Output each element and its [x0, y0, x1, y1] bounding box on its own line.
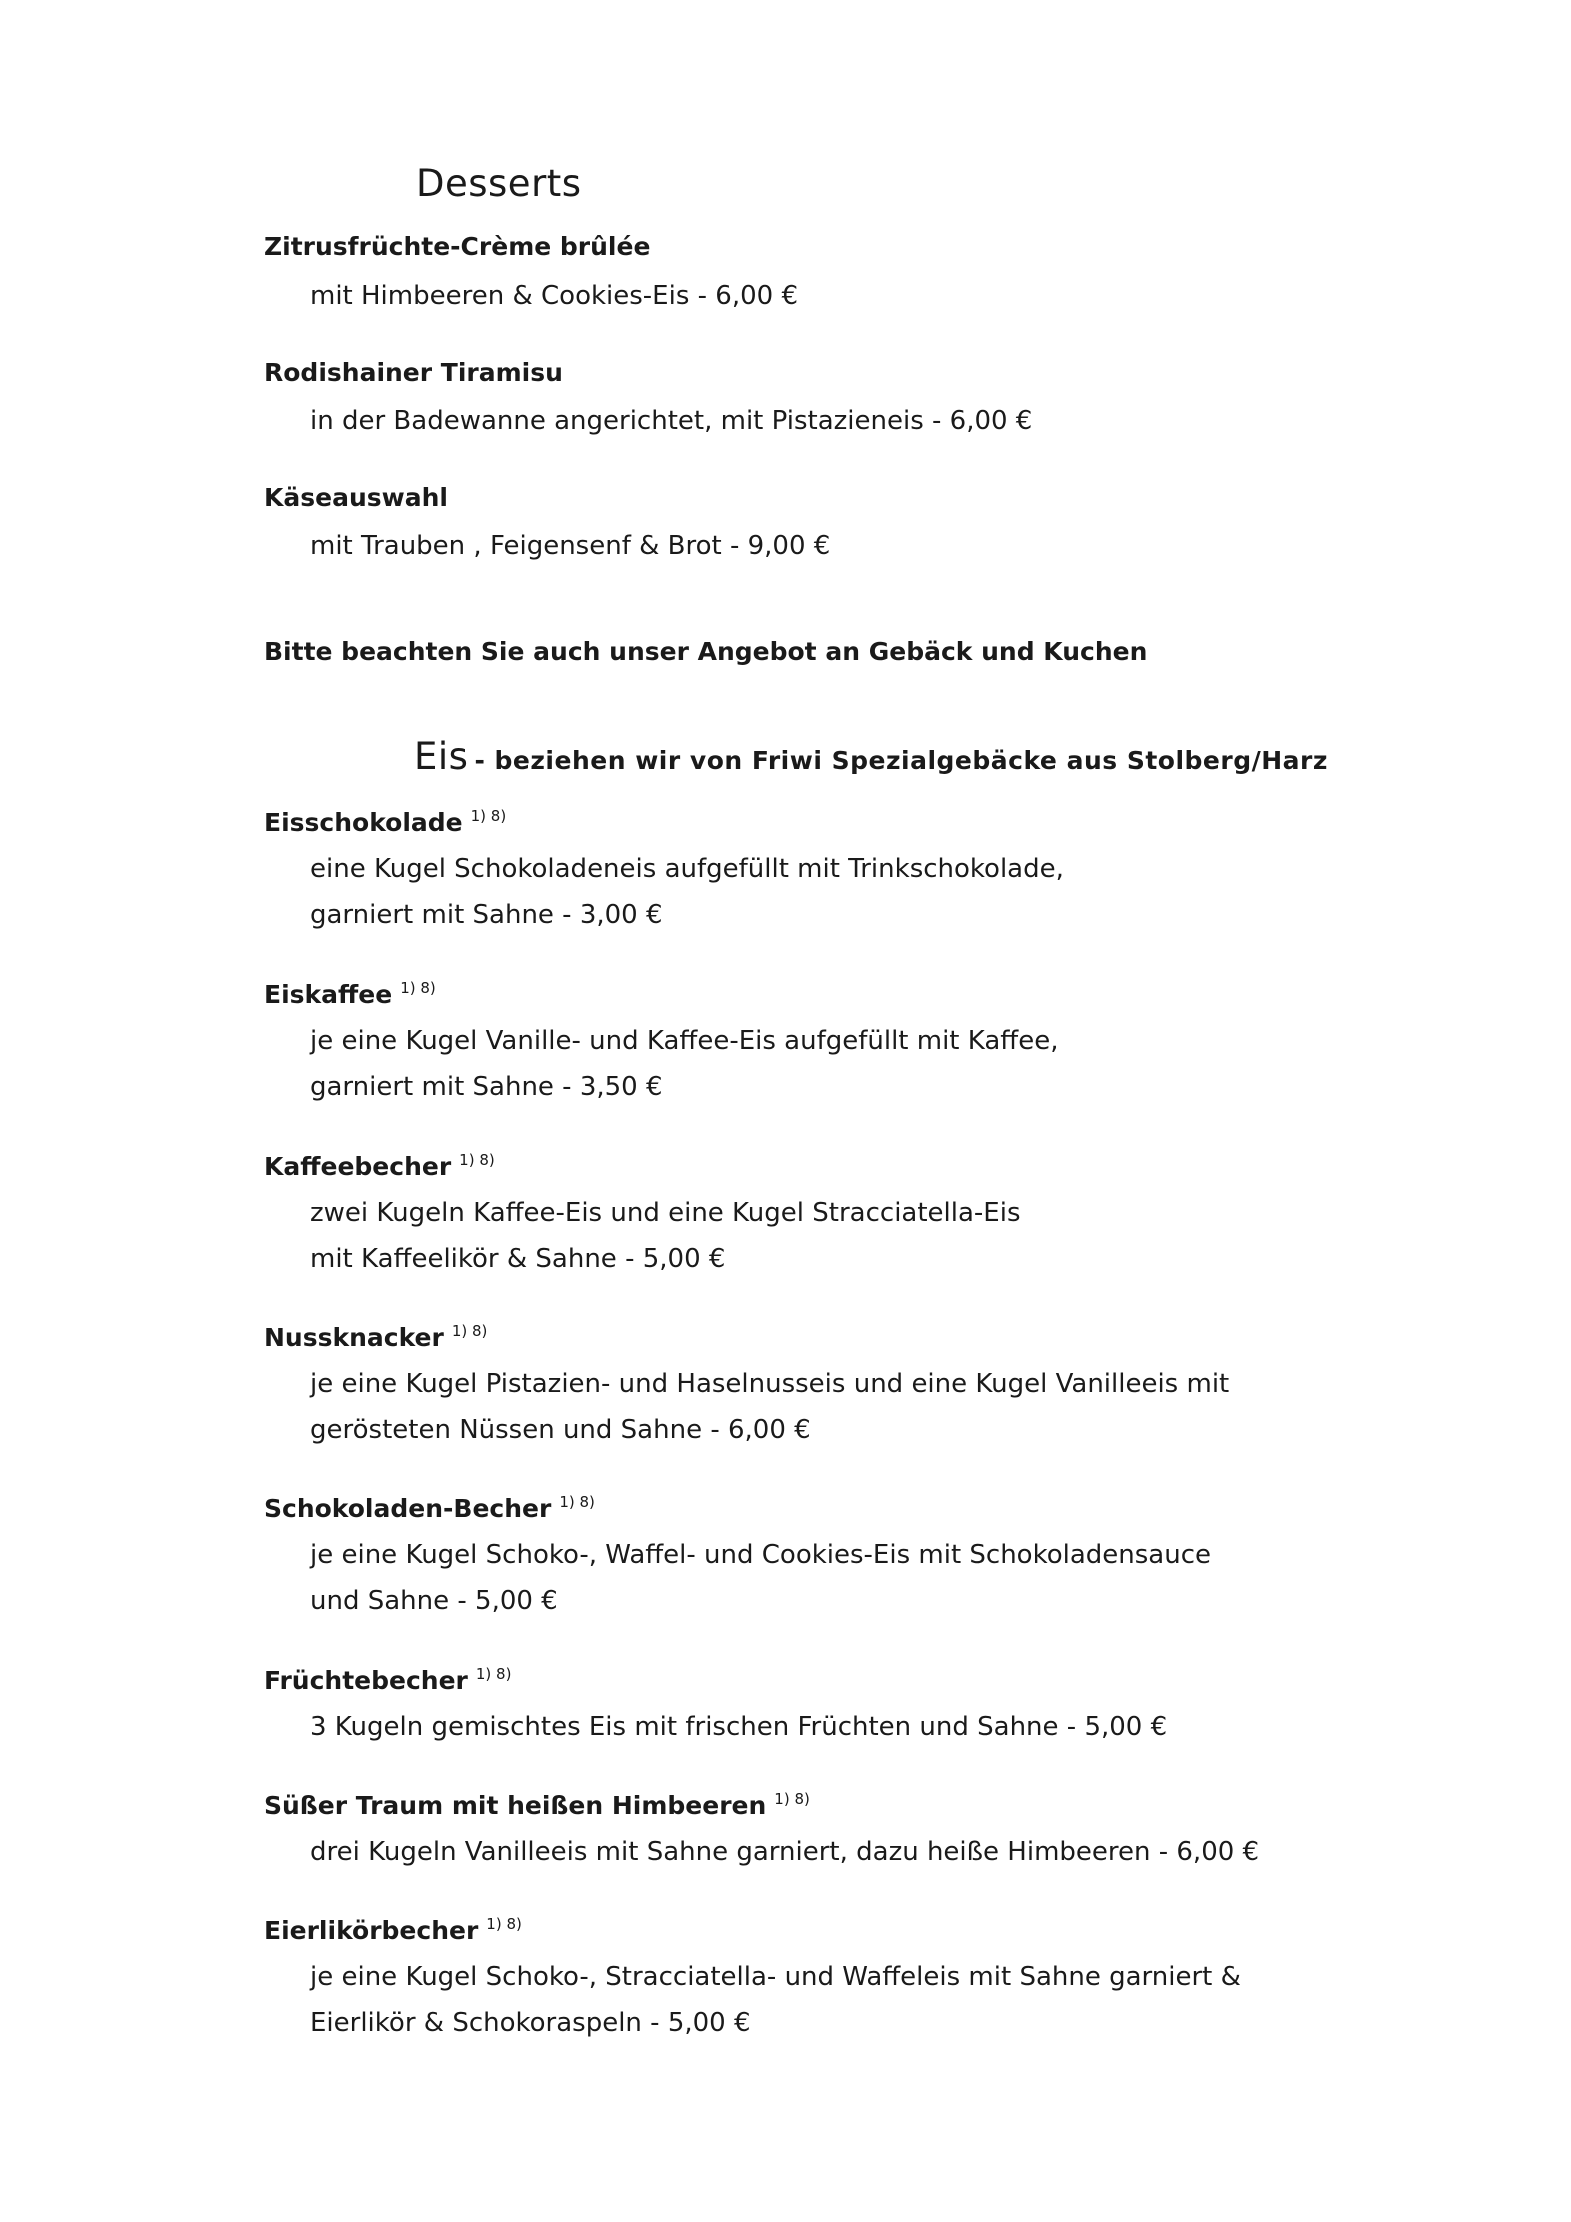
eis-item-desc-line: eine Kugel Schokoladeneis aufgefüllt mit Trinkschokolade,: [310, 854, 1064, 884]
dessert-item-desc: [310, 523, 830, 569]
eis-item-desc: [310, 846, 1064, 938]
allergen-footnote: 1) 8): [459, 1151, 495, 1169]
desserts-title: [416, 162, 582, 205]
eis-item-desc: [310, 1829, 1259, 1875]
eis-item-name-text: Eiskaffee: [264, 980, 393, 1009]
eis-item-name-text: Eierlikörbecher: [264, 1916, 479, 1945]
desserts-title-text: Desserts: [416, 162, 582, 205]
eis-item-name-text: Kaffeebecher: [264, 1152, 452, 1181]
dessert-item-desc-line: in der Badewanne angerichtet, mit Pistazieneis - 6,00 €: [310, 406, 1033, 436]
eis-item-desc-line: je eine Kugel Pistazien- und Haselnusseis und eine Kugel Vanilleeis mit: [310, 1369, 1230, 1399]
eis-item-name-text: Schokoladen-Becher: [264, 1494, 552, 1523]
eis-item-desc-line: drei Kugeln Vanilleeis mit Sahne garniert, dazu heiße Himbeeren - 6,00 €: [310, 1837, 1260, 1867]
eis-item-desc: [310, 1190, 1021, 1282]
eis-item-desc: [310, 1704, 1167, 1750]
eis-item-desc-line: Eierlikör & Schokoraspeln - 5,00 €: [310, 2008, 751, 2038]
allergen-footnote: 1) 8): [486, 1915, 522, 1933]
allergen-footnote: 1) 8): [400, 979, 436, 997]
eis-item-desc-line: mit Kaffeelikör & Sahne - 5,00 €: [310, 1244, 726, 1274]
eis-item-name-text: Früchtebecher: [264, 1666, 468, 1695]
eis-item-desc: [310, 1532, 1211, 1624]
dessert-item-desc-line: mit Trauben , Feigensenf & Brot - 9,00 €: [310, 531, 831, 561]
eis-item-desc-line: 3 Kugeln gemischtes Eis mit frischen Früchten und Sahne - 5,00 €: [310, 1712, 1168, 1742]
eis-item-name: [264, 980, 436, 1009]
eis-item-name: [264, 808, 506, 837]
eis-item-desc-line: und Sahne - 5,00 €: [310, 1586, 558, 1616]
eis-item-name: [264, 1791, 810, 1820]
eis-item-desc: [310, 1361, 1229, 1453]
eis-item-name: [264, 1494, 595, 1523]
allergen-footnote: 1) 8): [451, 1322, 488, 1340]
eis-item-name-text: Nussknacker: [264, 1323, 444, 1352]
eis-item-desc-line: garniert mit Sahne - 3,00 €: [310, 900, 663, 930]
eis-item-desc-line: garniert mit Sahne - 3,50 €: [310, 1072, 663, 1102]
dessert-item-name: Zitrusfrüchte-Crème brûlée: [264, 232, 651, 261]
eis-item-desc-line: je eine Kugel Schoko-, Waffel- und Cookies-Eis mit Schokoladensauce: [310, 1540, 1212, 1570]
eis-item-desc-line: zwei Kugeln Kaffee-Eis und eine Kugel Stracciatella-Eis: [310, 1198, 1021, 1228]
dessert-item-name: Rodishainer Tiramisu: [264, 358, 563, 387]
dessert-item-desc: [310, 273, 798, 319]
eis-item-desc: [310, 1954, 1241, 2046]
eis-item-name-text: Eisschokolade: [264, 808, 463, 837]
eis-item-name: [264, 1916, 522, 1945]
eis-item-name: [264, 1666, 511, 1695]
allergen-footnote: 1) 8): [470, 807, 507, 825]
eis-item-name: [264, 1152, 495, 1181]
eis-title-text: Eis: [414, 735, 469, 778]
dessert-item-name: Käseauswahl: [264, 483, 448, 512]
eis-item-desc: [310, 1018, 1058, 1110]
eis-subtitle: - beziehen wir von Friwi Spezialgebäcke aus Stolberg/Harz: [474, 746, 1328, 775]
eis-item-desc-line: gerösteten Nüssen und Sahne - 6,00 €: [310, 1415, 811, 1445]
eis-item-name-text: Süßer Traum mit heißen Himbeeren: [264, 1791, 767, 1820]
eis-item-desc-line: je eine Kugel Schoko-, Stracciatella- und Waffeleis mit Sahne garniert &: [310, 1962, 1241, 1992]
allergen-footnote: 1) 8): [559, 1493, 595, 1511]
allergen-footnote: 1) 8): [774, 1790, 810, 1808]
bakery-note: Bitte beachten Sie auch unser Angebot an Gebäck und Kuchen: [264, 637, 1148, 666]
allergen-footnote: 1) 8): [475, 1665, 512, 1683]
dessert-item-desc-line: mit Himbeeren & Cookies-Eis - 6,00 €: [310, 281, 798, 311]
eis-item-name: [264, 1323, 487, 1352]
dessert-item-desc: [310, 398, 1032, 444]
eis-item-desc-line: je eine Kugel Vanille- und Kaffee-Eis aufgefüllt mit Kaffee,: [310, 1026, 1059, 1056]
eis-title: [414, 735, 1328, 778]
